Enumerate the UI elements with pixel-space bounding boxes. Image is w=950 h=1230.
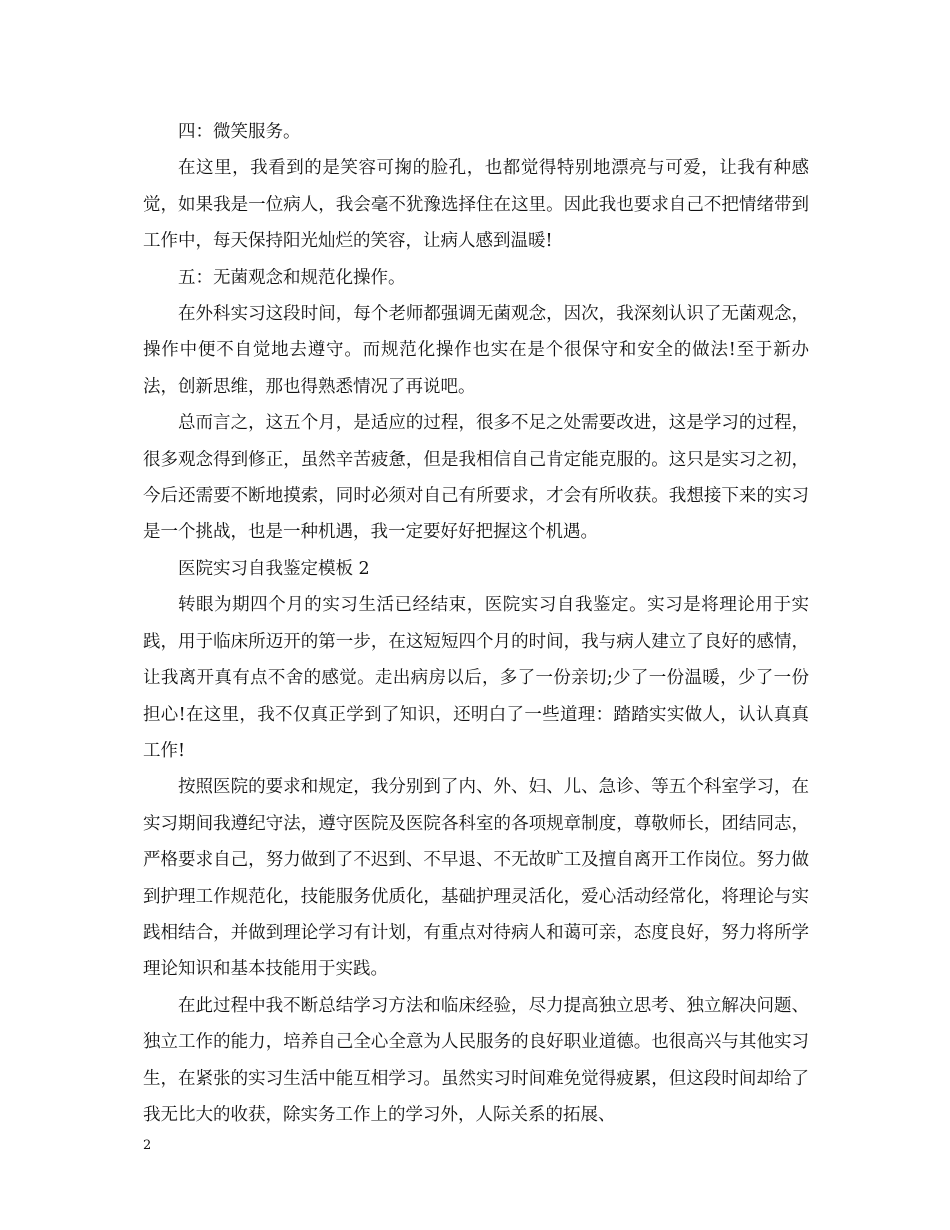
- paragraph-aseptic: 在外科实习这段时间，每个老师都强调无菌观念，因次，我深刻认识了无菌观念，操作中便不自觉地去遵守。而规范化操作也实在是个很保守和安全的做法!至于新办法，创新思维，那也得熟悉情况了再说吧。: [143, 304, 809, 397]
- paragraph-departments: 按照医院的要求和规定，我分别到了内、外、妇、儿、急诊、等五个科室学习，在实习期间我遵纪守法，遵守医院及医院各科室的各项规章制度，尊敬师长，团结同志，严格要求自己，努力做到了不迟到、不早退、不无故旷工及擅自离开工作岗位。努力做到护理工作规范化，技能服务优质化，基础护理灵活化，爱心活动经常化，将理论与实践相结合，并做到理论学习有计划，有重点对待病人和蔼可亲，态度良好，努力将所学理论知识和基本技能用于实践。: [143, 777, 809, 980]
- paragraph-experience: 在此过程中我不断总结学习方法和临床经验，尽力提高独立思考、独立解决问题、独立工作的能力，培养自己全心全意为人民服务的良好职业道德。也很高兴与其他实习生，在紧张的实习生活中能互相学习。虽然实习时间难免觉得疲累，但这段时间却给了我无比大的收获，除实务工作上的学习外，人际关系的拓展、: [143, 995, 809, 1125]
- template-title: 医院实习自我鉴定模板 2: [178, 558, 370, 579]
- section-heading-aseptic: 五：无菌观念和规范化操作。: [178, 267, 406, 288]
- section-heading-smile-service: 四：微笑服务。: [178, 122, 301, 142]
- paragraph-smile-service: 在这里，我看到的是笑容可掬的脸孔，也都觉得特别地漂亮与可爱，让我有种感觉，如果我是一位病人，我会毫不犹豫选择住在这里。因此我也要求自己不把情绪带到工作中，每天保持阳光灿烂的笑容，让病人感到温暖!: [143, 158, 809, 252]
- paragraph-internship-end: 转眼为期四个月的实习生活已经结束，医院实习自我鉴定。实习是将理论用于实践，用于临床所迈开的第一步，在这短短四个月的时间，我与病人建立了良好的感情，让我离开真有点不舍的感觉。走出病房以后，多了一份亲切;少了一份温暖，少了一份担心!在这里，我不仅真正学到了知识，还明白了一些道理：踏踏实实做人，认认真真工作!: [143, 595, 809, 761]
- document-body: [143, 114, 809, 1133]
- page-number: 2: [143, 1138, 152, 1153]
- paragraph-summary: 总而言之，这五个月，是适应的过程，很多不足之处需要改进，这是学习的过程，很多观念得到修正，虽然辛苦疲惫，但是我相信自己肯定能克服的。这只是实习之初，今后还需要不断地摸索，同时必须对自己有所要求，才会有所收获。我想接下来的实习是一个挑战，也是一种机遇，我一定要好好把握这个机遇。: [143, 413, 809, 543]
